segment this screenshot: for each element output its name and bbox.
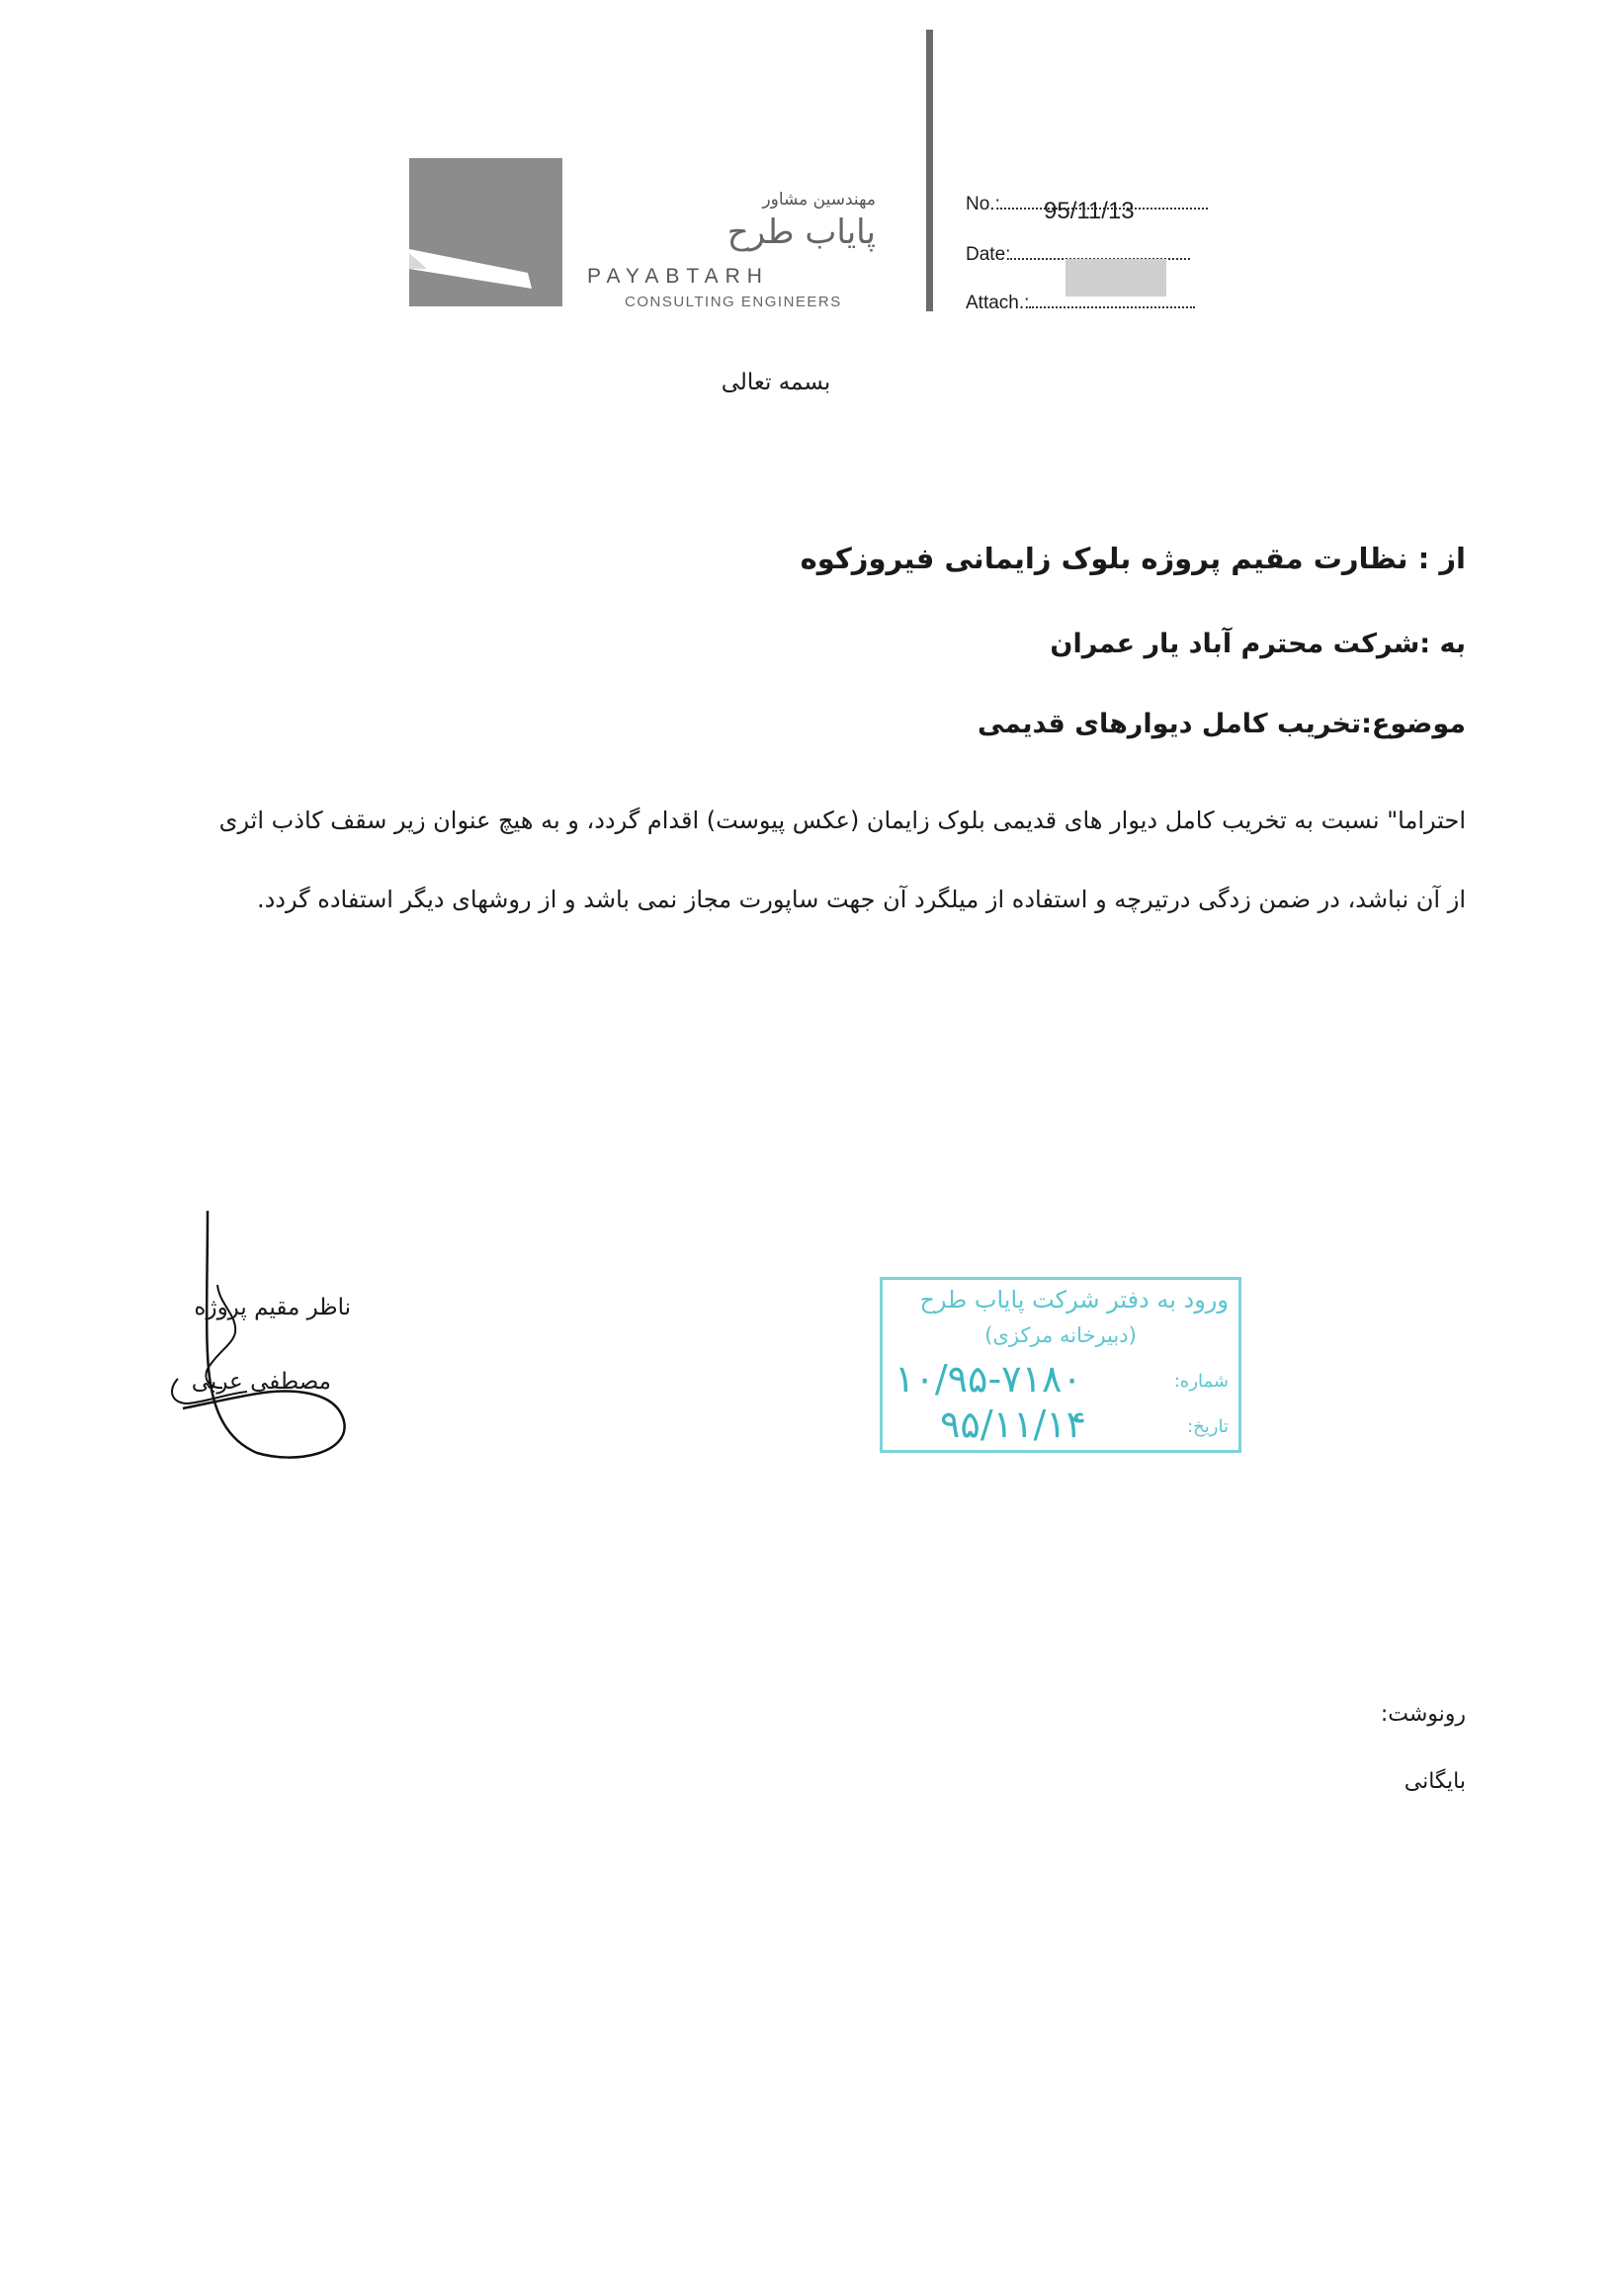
letter-body: احتراما" نسبت به تخریب کامل دیوار های قدیمی بلوک زایمان (عکس پیوست) اقدام گردد، و به هیچ عنوان زیر سقف کاذب اثری از آن نباشد، در ضمن زدگی درتیرچه و استفاده از میلگرد آن جهت ساپورت مجاز نمی باشد و از روشهای دیگر استفاده گردد. [218,807,1466,913]
brand-persian-name: پایاب طرح [726,213,876,252]
stamp-subtitle: (دبیرخانه مرکزی) [984,1323,1137,1347]
signer-title: ناظر مقیم پروژه [194,1295,351,1320]
invocation: بسمه تعالی [721,370,831,395]
header-divider [926,30,933,311]
brand-english-tagline: CONSULTING ENGINEERS [625,294,842,310]
company-logo [409,158,562,306]
brand-persian-tagline: مهندسین مشاور [762,190,876,210]
registry-stamp [880,1277,1241,1453]
letter-number-label: No.: [966,194,1000,214]
letter-attach-label: Attach.: [966,293,1030,313]
cc-item: بایگانی [1404,1769,1466,1794]
letter-date-label: Date: [966,244,1011,265]
date-redaction [1065,259,1166,297]
subject-line: موضوع:تخریب کامل دیوارهای قدیمی [977,709,1466,739]
cc-label: رونوشت: [1380,1702,1466,1727]
letter-number-value: 95/11/13 [1044,198,1135,224]
from-line: از : نظارت مقیم پروژه بلوک زایمانی فیروزکوه [800,542,1466,575]
signer-name: مصطفی عربی [191,1369,331,1395]
stamp-date-label: تاریخ: [1187,1416,1229,1437]
brand-english-name: PAYABTARH [587,265,769,288]
stamp-number-value: ۱۰/۹۵-۷۱۸۰ [895,1357,1082,1401]
stamp-title: ورود به دفتر شرکت پایاب طرح [919,1286,1229,1314]
stamp-number-label: شماره: [1173,1371,1229,1392]
handwritten-signature [148,1206,356,1463]
stamp-date-value: ۹۵/۱۱/۱۴ [940,1403,1087,1446]
to-line: به :شرکت محترم آباد یار عمران [1050,629,1466,659]
letter-attach-row [966,293,1195,314]
